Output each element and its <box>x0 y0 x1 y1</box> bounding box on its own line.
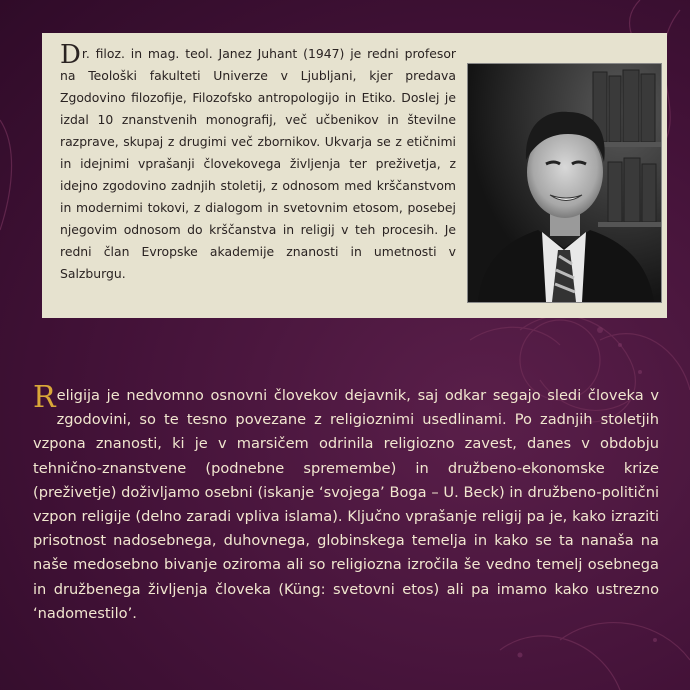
author-bio-text <box>60 40 456 285</box>
main-paragraph-text: eligija je nedvomno osnovni človekov dejavnik, saj odkar segajo sledi človeka v zgodovini, so te tesno povezane z religioznimi usedlinami. Po zadnjih stoletjih vzpona znanosti, ki je v marsičem odrinila religiozno zavest, danes v obdobju tehnično-znanstvene (podnebne spremembe) in družbeno-ekonomske krize (preživetje) doživljamo osebni (iskanje ‘svojega’ Boga – U. Beck) in družbeno-politični vzpon religije (delno zaradi vpliva islama). Ključno vprašanje religij pa je, kako izraziti prisotnost nadosebnega, duhovnega, globinskega temelja in kako se ta nanaša na naše medosebno bivanje oziroma ali so religiozna izročila še vedno temelj osebnega in družbenega življenja človeka (Küng: svetovni etos) ali pa imamo kako ustrezno ‘nadomestilo’. <box>33 387 659 622</box>
author-photo <box>467 63 662 303</box>
bio-drop-cap: D <box>60 40 81 70</box>
main-drop-cap: R <box>33 380 56 415</box>
bio-paragraph: r. filoz. in mag. teol. Janez Juhant (1947) je redni profesor na Teološki fakulteti Univerze v Ljubljani, kjer predava Zgodovino filozofije, Filozofsko antropologijo in Etiko. Doslej je izdal 10 znanstvenih monografij, več učbenikov in številne razprave, skupaj z drugimi več zbornikov. Ukvarja se z etičnimi in idejnimi vprašanji človekovega življenja ter preživetja, z idejno zgodovino zadnjih stoletij, z odnosom med krščanstvom in modernimi tokovi, z dialogom in svetovnim etosom, posebej njegovim odnosom do krščanstva in religij v teh procesih. Je redni član Evropske akademije znanosti in umetnosti v Salzburgu. <box>60 46 456 281</box>
main-paragraph <box>33 380 659 626</box>
author-bio-box <box>42 33 667 318</box>
